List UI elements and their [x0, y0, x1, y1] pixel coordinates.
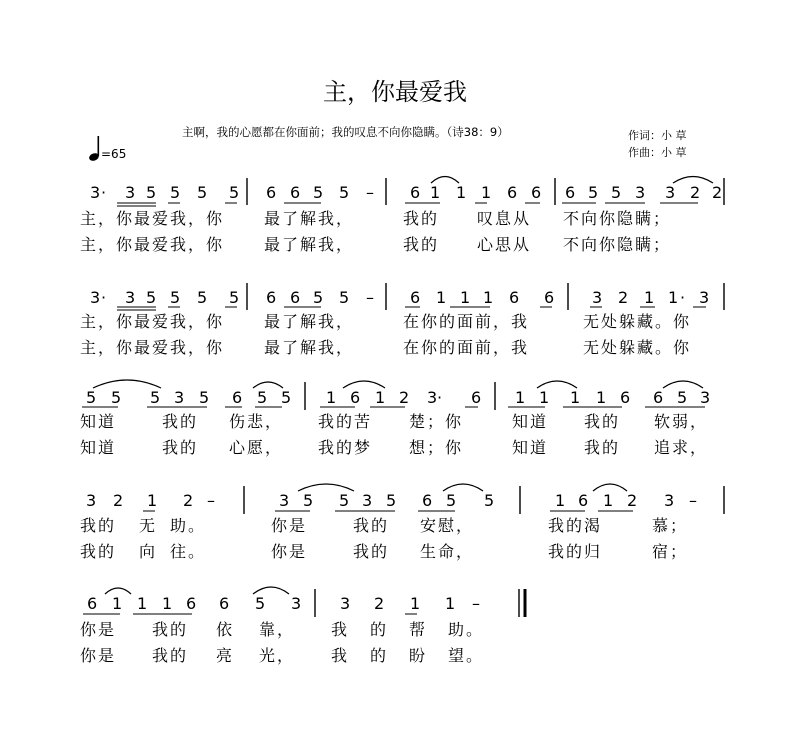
scripture-subtitle: 主啊，我的心愿都在你面前；我的叹息不向你隐瞒。（诗38：9）: [182, 125, 509, 139]
lyric-segment: 我的: [162, 438, 199, 457]
jianpu-note: 1: [603, 491, 614, 510]
jianpu-note: 3: [90, 183, 101, 202]
tempo-marking: =65: [101, 147, 127, 161]
lyric-segment: 望。: [448, 646, 485, 665]
lyric-segment: 想；你: [409, 438, 464, 457]
jianpu-note: 6: [565, 183, 576, 202]
lyric-segment: 主，你最爱我，你: [80, 235, 225, 254]
jianpu-note: 1: [456, 183, 467, 202]
lyricist-credit: 作词：小 草: [628, 129, 687, 142]
lyric-segment: 我的: [353, 516, 390, 535]
dash-mark: –: [472, 594, 480, 613]
jianpu-note: 5: [146, 183, 157, 202]
lyric-segment: 依: [216, 620, 235, 639]
jianpu-note: 1: [555, 491, 566, 510]
jianpu-note: 1: [570, 388, 581, 407]
jianpu-note: 5: [313, 288, 324, 307]
lyric-segment: 知道: [80, 412, 117, 431]
lyric-segment: 你是: [80, 646, 117, 665]
lyric-segment: 无处躲藏。你: [583, 338, 692, 357]
jianpu-note: 6: [544, 288, 555, 307]
jianpu-note: 3: [700, 388, 711, 407]
lyric-segment: 宿；: [652, 542, 689, 561]
jianpu-note: 3: [279, 491, 290, 510]
jianpu-note: 5: [86, 388, 97, 407]
lyric-segment: 生命，: [420, 542, 475, 561]
lyric-segment: 最了解我，: [264, 338, 355, 357]
jianpu-note: 3: [592, 288, 603, 307]
lyric-segment: 不向你隐瞒；: [563, 235, 672, 254]
jianpu-note: 5: [677, 388, 688, 407]
jianpu-note: 5: [313, 183, 324, 202]
jianpu-note: 3: [665, 183, 676, 202]
lyric-segment: 无: [139, 516, 158, 535]
jianpu-note: 2: [183, 491, 194, 510]
jianpu-note: 5: [229, 288, 240, 307]
dot-mark: ·: [437, 388, 443, 407]
jianpu-note: 6: [509, 288, 520, 307]
lyric-segment: 我的: [584, 438, 621, 457]
lyric-segment: 你是: [271, 516, 308, 535]
lyric-segment: 叹息从: [477, 209, 532, 228]
jianpu-note: 1: [430, 183, 441, 202]
jianpu-note: 6: [653, 388, 664, 407]
jianpu-note: 3: [664, 491, 675, 510]
lyric-segment: 主，你最爱我，你: [80, 312, 225, 331]
jianpu-note: 6: [507, 183, 518, 202]
jianpu-note: 5: [197, 183, 208, 202]
jianpu-note: 5: [484, 491, 495, 510]
lyric-segment: 我的: [584, 412, 621, 431]
lyric-segment: 主，你最爱我，你: [80, 209, 225, 228]
lyric-segment: 知道: [80, 438, 117, 457]
jianpu-note: 2: [399, 388, 410, 407]
jianpu-note: 3: [90, 288, 101, 307]
jianpu-note: 6: [87, 594, 98, 613]
jianpu-note: 5: [611, 183, 622, 202]
lyric-segment: 不向你隐瞒；: [563, 209, 672, 228]
dash-mark: –: [366, 183, 374, 202]
lyric-segment: 我的: [152, 620, 189, 639]
lyric-segment: 慕；: [652, 516, 689, 535]
dot-mark: ·: [680, 288, 686, 307]
lyric-segment: 的: [370, 620, 389, 639]
lyric-segment: 我的归: [548, 542, 603, 561]
jianpu-note: 3: [699, 288, 710, 307]
lyric-segment: 我的: [162, 412, 199, 431]
jianpu-note: 3: [362, 491, 373, 510]
jianpu-note: 6: [620, 388, 631, 407]
lyric-segment: 我: [331, 620, 350, 639]
jianpu-note: 2: [712, 183, 723, 202]
jianpu-note: 6: [219, 594, 230, 613]
jianpu-note: 5: [170, 183, 181, 202]
jianpu-note: 1: [515, 388, 526, 407]
jianpu-note: 3: [340, 594, 351, 613]
jianpu-note: 1: [644, 288, 655, 307]
jianpu-note: 6: [232, 388, 243, 407]
lyric-segment: 最了解我，: [264, 312, 355, 331]
lyric-segment: 心愿，: [229, 438, 284, 457]
lyric-segment: 你是: [80, 620, 117, 639]
lyric-segment: 知道: [512, 438, 549, 457]
lyric-segment: 软弱，: [654, 412, 709, 431]
lyric-segment: 我的: [80, 542, 117, 561]
lyric-segment: 在你的面前，我: [403, 312, 530, 331]
lyric-segment: 我的苦: [318, 412, 373, 431]
jianpu-note: 5: [339, 183, 350, 202]
jianpu-note: 5: [588, 183, 599, 202]
jianpu-note: 6: [410, 288, 421, 307]
lyric-segment: 往。: [170, 542, 207, 561]
jianpu-note: 5: [303, 491, 314, 510]
lyric-segment: 在你的面前，我: [403, 338, 530, 357]
jianpu-note: 5: [197, 288, 208, 307]
lyric-segment: 最了解我，: [264, 235, 355, 254]
jianpu-note: 1: [436, 288, 447, 307]
jianpu-note: 1: [326, 388, 337, 407]
jianpu-note: 1: [668, 288, 679, 307]
jianpu-note: 1: [445, 594, 456, 613]
jianpu-note: 5: [339, 288, 350, 307]
jianpu-note: 1: [162, 594, 173, 613]
jianpu-note: 3: [86, 491, 97, 510]
jianpu-note: 5: [281, 388, 292, 407]
slurs: [93, 177, 713, 595]
jianpu-note: 5: [386, 491, 397, 510]
lyric-segment: 伤悲，: [229, 412, 284, 431]
jianpu-note: 6: [290, 288, 301, 307]
lyric-segment: 我: [331, 646, 350, 665]
lyric-segment: 我的: [403, 235, 440, 254]
jianpu-note: 3: [125, 288, 136, 307]
lyric-segment: 我的渴: [548, 516, 603, 535]
jianpu-note: 5: [199, 388, 210, 407]
jianpu-note: 3: [174, 388, 185, 407]
jianpu-note: 6: [266, 288, 277, 307]
lyric-segment: 我的: [403, 209, 440, 228]
lyric-segment: 主，你最爱我，你: [80, 338, 225, 357]
jianpu-note: 5: [229, 183, 240, 202]
lyric-segment: 安慰，: [420, 516, 475, 535]
jianpu-note: 2: [690, 183, 701, 202]
lyric-segment: 助。: [170, 516, 207, 535]
jianpu-note: 1: [375, 388, 386, 407]
jianpu-note: 6: [531, 183, 542, 202]
jianpu-note: 2: [113, 491, 124, 510]
jianpu-note: 5: [170, 288, 181, 307]
jianpu-note: 6: [410, 183, 421, 202]
lyric-segment: 的: [370, 646, 389, 665]
lyric-segment: 亮: [216, 646, 235, 665]
lyric-segment: 我的: [353, 542, 390, 561]
jianpu-note: 1: [483, 288, 494, 307]
lyric-segment: 靠，: [259, 620, 296, 639]
jianpu-note: 6: [578, 491, 589, 510]
jianpu-note: 2: [627, 491, 638, 510]
dash-mark: –: [207, 491, 215, 510]
lyric-segment: 无处躲藏。你: [583, 312, 692, 331]
lyric-segment: 我的梦: [318, 438, 373, 457]
jianpu-note: 5: [146, 288, 157, 307]
dash-mark: –: [689, 491, 697, 510]
lyric-segment: 知道: [512, 412, 549, 431]
jianpu-note: 1: [112, 594, 123, 613]
jianpu-note: 3: [291, 594, 302, 613]
lyric-segment: 帮: [409, 620, 428, 639]
lyric-segment: 最了解我，: [264, 209, 355, 228]
lyric-segment: 我的: [80, 516, 117, 535]
jianpu-note: 5: [111, 388, 122, 407]
lyric-segment: 心思从: [477, 235, 532, 254]
lyric-segment: 我的: [152, 646, 189, 665]
lyric-segment: 你是: [271, 542, 308, 561]
jianpu-note: 1: [481, 183, 492, 202]
dash-mark: –: [366, 288, 374, 307]
lyric-segment: 追求，: [654, 438, 709, 457]
dot-mark: ·: [101, 288, 107, 307]
jianpu-note: 6: [266, 183, 277, 202]
jianpu-note: 2: [374, 594, 385, 613]
jianpu-note: 1: [410, 594, 421, 613]
jianpu-note: 3: [635, 183, 646, 202]
jianpu-note: 1: [596, 388, 607, 407]
bar-lines: [244, 178, 724, 617]
jianpu-note: 5: [150, 388, 161, 407]
jianpu-note: 6: [422, 491, 433, 510]
jianpu-note: 3: [427, 388, 438, 407]
song-title: 主，你最爱我: [323, 78, 467, 106]
jianpu-note: 1: [137, 594, 148, 613]
jianpu-note: 6: [290, 183, 301, 202]
beam-underlines: [82, 203, 709, 614]
dot-mark: ·: [101, 183, 107, 202]
jianpu-note: 6: [350, 388, 361, 407]
jianpu-note: 5: [446, 491, 457, 510]
jianpu-note: 6: [186, 594, 197, 613]
lyric-segment: 助。: [448, 620, 485, 639]
jianpu-note: 3: [125, 183, 136, 202]
jianpu-note: 5: [257, 388, 268, 407]
jianpu-note: 5: [255, 594, 266, 613]
lyric-segment: 楚；你: [409, 412, 464, 431]
lyric-segment: 盼: [409, 646, 428, 665]
jianpu-note: 6: [471, 388, 482, 407]
jianpu-note: 1: [539, 388, 550, 407]
jianpu-note: 1: [147, 491, 158, 510]
jianpu-note: 5: [339, 491, 350, 510]
composer-credit: 作曲：小 草: [628, 146, 687, 159]
lyric-segment: 向: [139, 542, 158, 561]
jianpu-note: 1: [460, 288, 471, 307]
jianpu-note: 2: [618, 288, 629, 307]
lyric-segment: 光，: [259, 646, 296, 665]
